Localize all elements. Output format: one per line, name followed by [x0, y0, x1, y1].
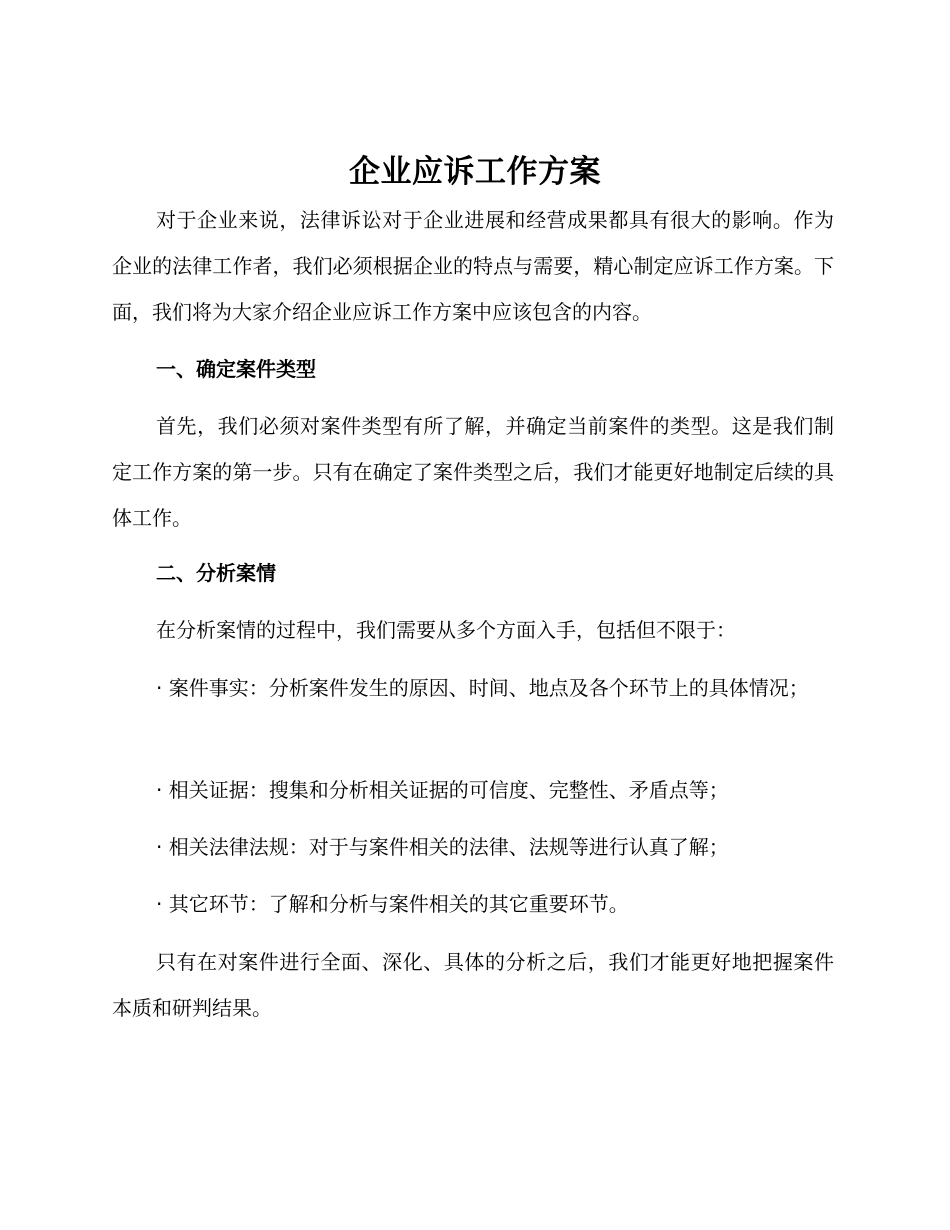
document-title: 企业应诉工作方案 [349, 154, 601, 190]
bullet-item-other: · 其它环节：了解和分析与案件相关的其它重要环节。 [156, 892, 629, 916]
section-heading-analysis: 二、分析案情 [156, 561, 276, 585]
bullet-item-evidence: · 相关证据：搜集和分析相关证据的可信度、完整性、矛盾点等； [156, 778, 729, 802]
section2-lead-paragraph: 在分析案情的过程中，我们需要从多个方面入手，包括但不限于： [156, 618, 736, 642]
conclusion-paragraph: 只有在对案件进行全面、深化、具体的分析之后，我们才能更好地把握案件本质和研判结果。 [112, 950, 834, 1020]
bullet-item-laws: · 相关法律法规：对于与案件相关的法律、法规等进行认真了解； [156, 835, 729, 859]
section-heading-case-type: 一、确定案件类型 [156, 357, 316, 381]
section1-paragraph: 首先，我们必须对案件类型有所了解，并确定当前案件的类型。这是我们制定工作方案的第一步。只有在确定了案件类型之后，我们才能更好地制定后续的具体工作。 [112, 414, 834, 530]
intro-paragraph: 对于企业来说，法律诉讼对于企业进展和经营成果都具有很大的影响。作为企业的法律工作者，我们必须根据企业的特点与需要，精心制定应诉工作方案。下面，我们将为大家介绍企业应诉工作方案中应该包含的内容。 [112, 208, 834, 324]
bullet-item-case-facts: · 案件事实：分析案件发生的原因、时间、地点及各个环节上的具体情况； [156, 676, 809, 700]
